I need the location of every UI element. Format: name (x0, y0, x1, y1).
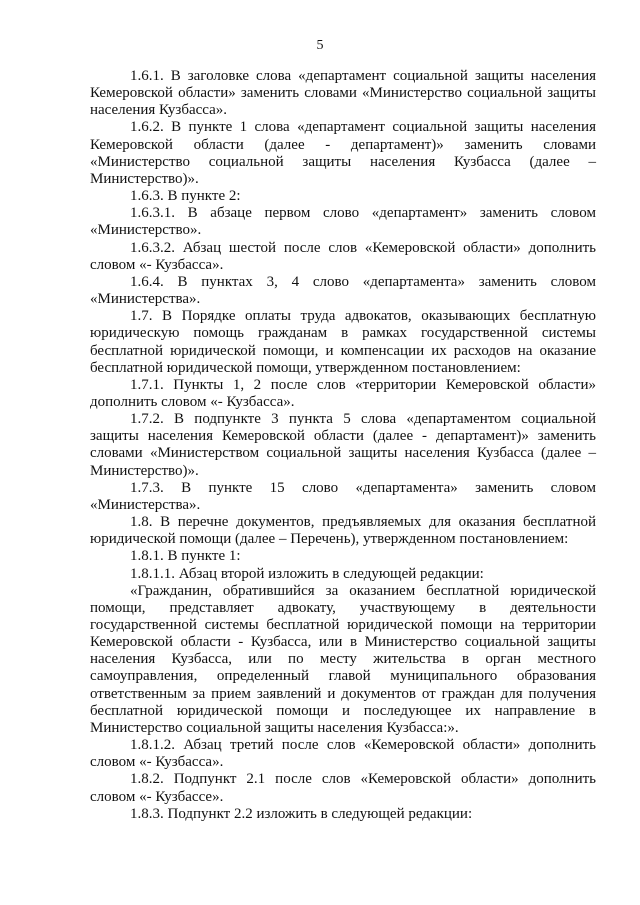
paragraph-1-8-2: 1.8.2. Подпункт 2.1 после слов «Кемеровской области» дополнить словом «- Кузбассе». (90, 771, 596, 805)
paragraph-1-6-1: 1.6.1. В заголовке слова «департамент социальной защиты населения Кемеровской области» заменить словами «Министерство социальной защиты населения Кузбасса». (90, 68, 596, 119)
paragraph-1-7-2: 1.7.2. В подпункте 3 пункта 5 слова «департаментом социальной защиты населения Кемеровской области (далее - департамент)» заменить словами «Министерством социальной защиты населения Кузбасса (далее – Министерство)». (90, 411, 596, 479)
paragraph-1-8-1-1: 1.8.1.1. Абзац второй изложить в следующей редакции: (130, 565, 484, 582)
paragraph-1-7: 1.7. В Порядке оплаты труда адвокатов, оказывающих бесплатную юридическую помощь гражданам в рамках государственной системы бесплатной юридической помощи, и компенсации их расходов на оказание бесплатной юридической помощи, утвержденном постановлением: (90, 308, 596, 376)
paragraph-1-7-3: 1.7.3. В пункте 15 слово «департамента» заменить словом «Министерства». (90, 479, 596, 513)
paragraph-1-8-1: 1.8.1. В пункте 1: (130, 548, 241, 565)
paragraph-1-8-1-2: 1.8.1.2. Абзац третий после слов «Кемеровской области» дополнить словом «- Кузбасса». (90, 737, 596, 771)
paragraph-quoted-text: «Гражданин, обратившийся за оказанием бесплатной юридической помощи, представляет адвокату, участвующему в деятельности государственной системы бесплатной юридической помощи на территории Кемеровской области - Кузбасса, или в Министерство социальной защиты населения Кузбасса, или по месту жительства в орган местного самоуправления, определенный главой муниципального образования ответственным за прием заявлений и документов от граждан для получения бесплатной юридической помощи и последующее их направление в Министерство социальной защиты населения Кузбасса:». (90, 582, 596, 736)
paragraph-1-7-1: 1.7.1. Пункты 1, 2 после слов «территории Кемеровской области» дополнить словом «- Кузбасса». (90, 376, 596, 410)
paragraph-1-6-3: 1.6.3. В пункте 2: (130, 188, 241, 205)
paragraph-1-8-3: 1.8.3. Подпункт 2.2 изложить в следующей редакции: (130, 805, 473, 822)
paragraph-1-6-3-2: 1.6.3.2. Абзац шестой после слов «Кемеровской области» дополнить словом «- Кузбасса». (90, 239, 596, 273)
paragraph-1-6-4: 1.6.4. В пунктах 3, 4 слово «департамента» заменить словом «Министерства». (90, 273, 596, 308)
paragraph-1-6-3-1: 1.6.3.1. В абзаце первом слово «департамент» заменить словом «Министерство». (90, 205, 596, 239)
page-number: 5 (316, 38, 324, 53)
document-body (90, 68, 596, 823)
paragraph-1-6-2: 1.6.2. В пункте 1 слова «департамент социальной защиты населения Кемеровской области (далее - департамент)» заменить словами «Министерство социальной защиты населения Кузбасса (далее – Министерство)». (90, 119, 596, 187)
paragraph-1-8: 1.8. В перечне документов, предъявляемых для оказания бесплатной юридической помощи (далее – Перечень), утвержденном постановлением: (90, 514, 596, 548)
